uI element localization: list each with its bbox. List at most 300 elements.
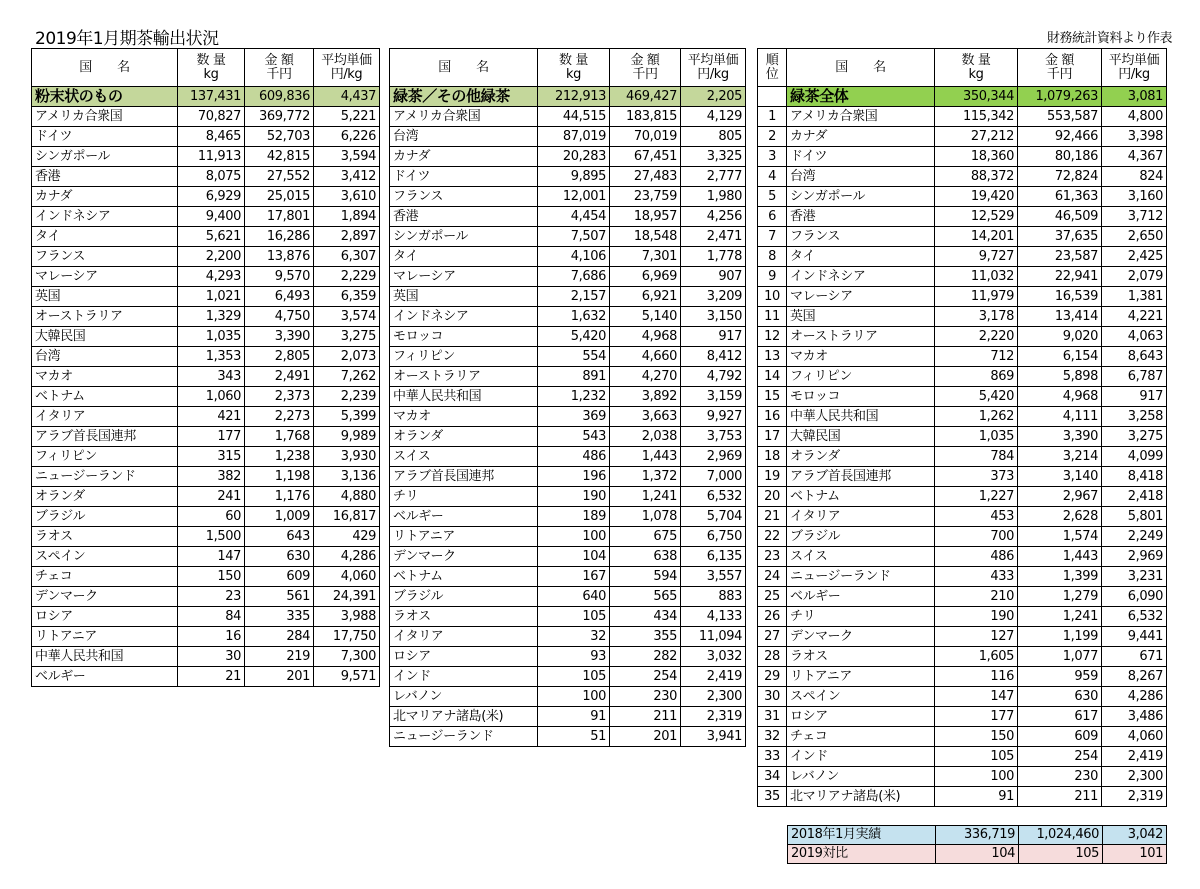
unit-price-cell: 805 — [681, 127, 746, 147]
amount-cell: 42,815 — [245, 147, 314, 167]
qty-cell: 7,686 — [538, 267, 610, 287]
unit-price-cell: 1,381 — [1102, 287, 1167, 307]
unit-price-cell: 671 — [1102, 647, 1167, 667]
amount-cell: 1,077 — [1018, 647, 1102, 667]
country-cell: カナダ — [32, 187, 178, 207]
table-row — [758, 187, 1167, 207]
amount-cell: 201 — [610, 727, 681, 747]
country-cell: 台湾 — [390, 127, 538, 147]
amount-cell: 183,815 — [610, 107, 681, 127]
unit-price-cell: 4,286 — [1102, 687, 1167, 707]
country-cell: ロシア — [32, 607, 178, 627]
table-row — [32, 507, 380, 527]
table-row — [390, 447, 746, 467]
unit-price-cell: 3,209 — [681, 287, 746, 307]
qty-cell: 869 — [935, 367, 1018, 387]
qty-cell: 91 — [538, 707, 610, 727]
amount-header: 金 額 千円 — [610, 49, 681, 87]
qty-cell: 93 — [538, 647, 610, 667]
country-cell: ドイツ — [390, 167, 538, 187]
country-cell: ラオス — [787, 647, 935, 667]
qty-cell: 12,001 — [538, 187, 610, 207]
qty-cell: 19,420 — [935, 187, 1018, 207]
rank-header: 順 位 — [758, 49, 787, 87]
qty-cell: 9,895 — [538, 167, 610, 187]
rank-cell: 12 — [758, 327, 787, 347]
table-row — [32, 627, 380, 647]
qty-cell: 20,283 — [538, 147, 610, 167]
amount-cell: 282 — [610, 647, 681, 667]
country-cell: 北マリアナ諸島(米) — [787, 787, 935, 807]
amount-cell: 72,824 — [1018, 167, 1102, 187]
qty-cell: 543 — [538, 427, 610, 447]
rank-cell: 20 — [758, 487, 787, 507]
qty-cell: 700 — [935, 527, 1018, 547]
unit-price-cell: 6,787 — [1102, 367, 1167, 387]
qty-cell: 640 — [538, 587, 610, 607]
country-cell: アラブ首長国連邦 — [390, 467, 538, 487]
unit-price-cell: 17,750 — [314, 627, 380, 647]
amount-cell: 254 — [1018, 747, 1102, 767]
country-cell: チリ — [787, 607, 935, 627]
qty-header: 数 量 kg — [538, 49, 610, 87]
country-cell: ブラジル — [787, 527, 935, 547]
country-cell: マカオ — [32, 367, 178, 387]
table-row — [32, 187, 380, 207]
unit-price-cell: 2,419 — [1102, 747, 1167, 767]
table-row — [390, 167, 746, 187]
unit-price-cell: 5,801 — [1102, 507, 1167, 527]
amount-cell: 219 — [245, 647, 314, 667]
table-row — [758, 707, 1167, 727]
rank-cell: 9 — [758, 267, 787, 287]
qty-cell: 91 — [935, 787, 1018, 807]
qty-cell: 1,329 — [178, 307, 245, 327]
qty-cell: 147 — [935, 687, 1018, 707]
qty-cell: 241 — [178, 487, 245, 507]
amount-cell: 594 — [610, 567, 681, 587]
country-cell: スペイン — [787, 687, 935, 707]
amount-cell: 638 — [610, 547, 681, 567]
country-cell: スイス — [787, 547, 935, 567]
table-row — [390, 707, 746, 727]
amount-cell: 2,273 — [245, 407, 314, 427]
amount-cell: 1,443 — [1018, 547, 1102, 567]
qty-cell: 6,929 — [178, 187, 245, 207]
table-row — [390, 187, 746, 207]
qty-cell: 116 — [935, 667, 1018, 687]
amount-cell: 80,186 — [1018, 147, 1102, 167]
country-cell: チェコ — [32, 567, 178, 587]
table-row — [758, 247, 1167, 267]
rank-cell: 14 — [758, 367, 787, 387]
qty-cell: 16 — [178, 627, 245, 647]
country-cell: 香港 — [32, 167, 178, 187]
unit-price-cell: 2,300 — [681, 687, 746, 707]
country-cell: リトアニア — [32, 627, 178, 647]
table-row — [390, 327, 746, 347]
qty-cell: 453 — [935, 507, 1018, 527]
unit-price-cell: 2,650 — [1102, 227, 1167, 247]
ratio-qty: 104 — [936, 845, 1019, 864]
qty-cell: 23 — [178, 587, 245, 607]
country-cell: 北マリアナ諸島(米) — [390, 707, 538, 727]
amount-cell: 4,660 — [610, 347, 681, 367]
unit-price-header: 平均単価 円/kg — [314, 49, 380, 87]
country-cell: オランダ — [787, 447, 935, 467]
country-cell: オランダ — [390, 427, 538, 447]
country-cell: カナダ — [787, 127, 935, 147]
table-row — [390, 247, 746, 267]
qty-cell: 1,262 — [935, 407, 1018, 427]
amount-cell: 6,969 — [610, 267, 681, 287]
rank-cell: 28 — [758, 647, 787, 667]
unit-price-cell: 4,060 — [1102, 727, 1167, 747]
qty-cell: 1,353 — [178, 347, 245, 367]
country-cell: ラオス — [390, 607, 538, 627]
all-label: 緑茶全体 — [787, 87, 935, 107]
amount-cell: 7,301 — [610, 247, 681, 267]
amount-cell: 1,009 — [245, 507, 314, 527]
amount-cell: 4,968 — [1018, 387, 1102, 407]
powder-label: 粉末状のもの — [32, 87, 178, 107]
unit-price-cell: 824 — [1102, 167, 1167, 187]
unit-price-cell: 6,226 — [314, 127, 380, 147]
table-row — [758, 647, 1167, 667]
amount-cell: 27,483 — [610, 167, 681, 187]
prev-year-qty: 336,719 — [936, 826, 1019, 845]
qty-cell: 5,621 — [178, 227, 245, 247]
amount-cell: 6,921 — [610, 287, 681, 307]
country-cell: フランス — [390, 187, 538, 207]
country-cell: タイ — [787, 247, 935, 267]
country-header: 国 名 — [787, 49, 935, 87]
amount-cell: 1,241 — [610, 487, 681, 507]
table-row — [390, 127, 746, 147]
qty-cell: 9,727 — [935, 247, 1018, 267]
unit-price-cell: 1,894 — [314, 207, 380, 227]
qty-cell: 104 — [538, 547, 610, 567]
qty-cell: 87,019 — [538, 127, 610, 147]
unit-price-cell: 4,060 — [314, 567, 380, 587]
amount-cell: 254 — [610, 667, 681, 687]
country-cell: チェコ — [787, 727, 935, 747]
green-total-qty: 212,913 — [538, 87, 610, 107]
table-row — [390, 507, 746, 527]
rank-cell: 2 — [758, 127, 787, 147]
amount-cell: 355 — [610, 627, 681, 647]
table-row — [758, 327, 1167, 347]
amount-cell: 16,286 — [245, 227, 314, 247]
rank-cell: 33 — [758, 747, 787, 767]
table-row — [758, 167, 1167, 187]
unit-price-header: 平均単価 円/kg — [681, 49, 746, 87]
unit-price-cell: 3,258 — [1102, 407, 1167, 427]
table-row — [32, 347, 380, 367]
amount-cell: 609 — [1018, 727, 1102, 747]
table-row — [758, 227, 1167, 247]
rank-cell: 35 — [758, 787, 787, 807]
rank-cell: 13 — [758, 347, 787, 367]
qty-cell: 712 — [935, 347, 1018, 367]
qty-cell: 1,500 — [178, 527, 245, 547]
country-cell: ベトナム — [32, 387, 178, 407]
amount-cell: 553,587 — [1018, 107, 1102, 127]
table-row — [758, 787, 1167, 807]
unit-price-cell: 11,094 — [681, 627, 746, 647]
amount-cell: 1,399 — [1018, 567, 1102, 587]
qty-cell: 5,420 — [538, 327, 610, 347]
table-row — [758, 367, 1167, 387]
qty-cell: 127 — [935, 627, 1018, 647]
amount-cell: 2,805 — [245, 347, 314, 367]
table-row — [758, 287, 1167, 307]
qty-cell: 11,979 — [935, 287, 1018, 307]
table-row — [32, 487, 380, 507]
amount-cell: 67,451 — [610, 147, 681, 167]
unit-price-cell: 4,880 — [314, 487, 380, 507]
rank-cell: 32 — [758, 727, 787, 747]
country-cell: ブラジル — [390, 587, 538, 607]
country-cell: チリ — [390, 487, 538, 507]
unit-price-cell: 3,136 — [314, 467, 380, 487]
unit-price-cell: 2,897 — [314, 227, 380, 247]
qty-cell: 382 — [178, 467, 245, 487]
amount-cell: 2,967 — [1018, 487, 1102, 507]
country-cell: シンガポール — [390, 227, 538, 247]
country-cell: イタリア — [32, 407, 178, 427]
all-total-qty: 350,344 — [935, 87, 1018, 107]
country-cell: ドイツ — [32, 127, 178, 147]
amount-cell: 4,270 — [610, 367, 681, 387]
qty-cell: 9,400 — [178, 207, 245, 227]
rank-cell: 10 — [758, 287, 787, 307]
amount-cell: 18,548 — [610, 227, 681, 247]
table-row — [758, 567, 1167, 587]
table-row — [390, 547, 746, 567]
amount-cell: 70,019 — [610, 127, 681, 147]
unit-price-cell: 2,319 — [1102, 787, 1167, 807]
country-header: 国 名 — [32, 49, 178, 87]
amount-cell: 92,466 — [1018, 127, 1102, 147]
table-row — [758, 107, 1167, 127]
unit-price-cell: 7,300 — [314, 647, 380, 667]
table-row — [390, 587, 746, 607]
country-cell: デンマーク — [390, 547, 538, 567]
amount-header: 金 額 千円 — [1018, 49, 1102, 87]
table-row — [758, 347, 1167, 367]
country-cell: タイ — [390, 247, 538, 267]
unit-price-cell: 5,221 — [314, 107, 380, 127]
country-cell: インド — [787, 747, 935, 767]
table-row — [758, 747, 1167, 767]
country-cell: ニュージーランド — [787, 567, 935, 587]
unit-price-cell: 4,129 — [681, 107, 746, 127]
qty-cell: 44,515 — [538, 107, 610, 127]
amount-cell: 1,078 — [610, 507, 681, 527]
unit-price-cell: 917 — [681, 327, 746, 347]
qty-cell: 210 — [935, 587, 1018, 607]
table-row — [390, 607, 746, 627]
amount-cell: 27,552 — [245, 167, 314, 187]
green-total-amount: 469,427 — [610, 87, 681, 107]
country-cell: オーストラリア — [390, 367, 538, 387]
unit-price-cell: 907 — [681, 267, 746, 287]
table-row — [32, 407, 380, 427]
unit-price-cell: 3,712 — [1102, 207, 1167, 227]
country-cell: フィリピン — [787, 367, 935, 387]
amount-cell: 959 — [1018, 667, 1102, 687]
amount-cell: 4,968 — [610, 327, 681, 347]
qty-cell: 4,106 — [538, 247, 610, 267]
country-cell: ドイツ — [787, 147, 935, 167]
country-cell: スイス — [390, 447, 538, 467]
unit-price-cell: 3,231 — [1102, 567, 1167, 587]
table-row — [758, 147, 1167, 167]
country-cell: 香港 — [390, 207, 538, 227]
green-tea-rows — [390, 87, 746, 747]
qty-cell: 150 — [935, 727, 1018, 747]
table-row — [390, 347, 746, 367]
qty-cell: 4,293 — [178, 267, 245, 287]
table-row — [758, 387, 1167, 407]
unit-price-cell: 9,571 — [314, 667, 380, 687]
amount-cell: 5,898 — [1018, 367, 1102, 387]
qty-cell: 486 — [935, 547, 1018, 567]
table-row — [32, 367, 380, 387]
qty-cell: 167 — [538, 567, 610, 587]
all-green-tea-rows — [758, 87, 1167, 807]
table-row — [390, 627, 746, 647]
unit-price-cell: 8,267 — [1102, 667, 1167, 687]
qty-cell: 2,220 — [935, 327, 1018, 347]
qty-cell: 51 — [538, 727, 610, 747]
unit-price-cell: 2,969 — [681, 447, 746, 467]
unit-price-cell: 3,594 — [314, 147, 380, 167]
qty-cell: 2,200 — [178, 247, 245, 267]
all-total-unit: 3,081 — [1102, 87, 1167, 107]
amount-cell: 25,015 — [245, 187, 314, 207]
amount-cell: 201 — [245, 667, 314, 687]
amount-cell: 675 — [610, 527, 681, 547]
amount-cell: 61,363 — [1018, 187, 1102, 207]
qty-cell: 84 — [178, 607, 245, 627]
rank-cell: 15 — [758, 387, 787, 407]
unit-price-cell: 4,286 — [314, 547, 380, 567]
amount-cell: 2,491 — [245, 367, 314, 387]
unit-price-cell: 8,643 — [1102, 347, 1167, 367]
unit-price-cell: 4,256 — [681, 207, 746, 227]
unit-price-cell: 7,000 — [681, 467, 746, 487]
page-title: 2019年1月期茶輸出状況 — [35, 29, 219, 49]
table-row — [758, 427, 1167, 447]
amount-cell: 13,876 — [245, 247, 314, 267]
table-row — [32, 227, 380, 247]
qty-cell: 784 — [935, 447, 1018, 467]
ratio-label: 2019対比 — [788, 845, 936, 864]
amount-cell: 3,892 — [610, 387, 681, 407]
country-cell: イタリア — [390, 627, 538, 647]
all-total-row — [758, 87, 1167, 107]
qty-cell: 1,227 — [935, 487, 1018, 507]
table-row — [758, 667, 1167, 687]
qty-cell: 2,157 — [538, 287, 610, 307]
amount-cell: 4,111 — [1018, 407, 1102, 427]
unit-price-cell: 4,063 — [1102, 327, 1167, 347]
rank-cell: 7 — [758, 227, 787, 247]
qty-cell: 190 — [935, 607, 1018, 627]
rank-cell: 6 — [758, 207, 787, 227]
qty-cell: 60 — [178, 507, 245, 527]
qty-cell: 421 — [178, 407, 245, 427]
table-row — [32, 447, 380, 467]
amount-cell: 4,750 — [245, 307, 314, 327]
table-row — [390, 727, 746, 747]
prev-year-row — [788, 826, 1167, 845]
amount-cell: 37,635 — [1018, 227, 1102, 247]
qty-cell: 1,605 — [935, 647, 1018, 667]
table-row — [758, 547, 1167, 567]
table-row — [390, 147, 746, 167]
prev-year-unit: 3,042 — [1103, 826, 1167, 845]
table-row — [758, 627, 1167, 647]
amount-cell: 561 — [245, 587, 314, 607]
amount-cell: 46,509 — [1018, 207, 1102, 227]
qty-cell: 11,032 — [935, 267, 1018, 287]
amount-cell: 1,199 — [1018, 627, 1102, 647]
country-cell: リトアニア — [390, 527, 538, 547]
qty-cell: 105 — [538, 607, 610, 627]
country-cell: ベルギー — [787, 587, 935, 607]
qty-cell: 115,342 — [935, 107, 1018, 127]
amount-cell: 1,443 — [610, 447, 681, 467]
unit-price-cell: 5,704 — [681, 507, 746, 527]
all-total-amount: 1,079,263 — [1018, 87, 1102, 107]
country-cell: タイ — [32, 227, 178, 247]
amount-cell: 3,140 — [1018, 467, 1102, 487]
unit-price-cell: 429 — [314, 527, 380, 547]
amount-cell: 6,493 — [245, 287, 314, 307]
country-cell: アメリカ合衆国 — [32, 107, 178, 127]
table-row — [390, 287, 746, 307]
amount-cell: 609 — [245, 567, 314, 587]
table-row — [32, 647, 380, 667]
qty-cell: 30 — [178, 647, 245, 667]
table-row — [390, 527, 746, 547]
source-note: 財務統計資料より作表 — [1046, 31, 1172, 46]
amount-cell: 23,759 — [610, 187, 681, 207]
amount-cell: 1,372 — [610, 467, 681, 487]
table-row — [390, 427, 746, 447]
unit-price-cell: 6,135 — [681, 547, 746, 567]
unit-price-cell: 883 — [681, 587, 746, 607]
amount-cell: 3,214 — [1018, 447, 1102, 467]
amount-cell: 3,390 — [245, 327, 314, 347]
unit-price-cell: 3,753 — [681, 427, 746, 447]
country-cell: マレーシア — [32, 267, 178, 287]
country-cell: イタリア — [787, 507, 935, 527]
unit-price-header: 平均単価 円/kg — [1102, 49, 1167, 87]
unit-price-cell: 3,159 — [681, 387, 746, 407]
qty-cell: 12,529 — [935, 207, 1018, 227]
qty-cell: 105 — [935, 747, 1018, 767]
qty-cell: 1,035 — [935, 427, 1018, 447]
green-tea-table — [389, 48, 746, 747]
amount-cell: 9,570 — [245, 267, 314, 287]
unit-price-cell: 3,160 — [1102, 187, 1167, 207]
table-row — [32, 267, 380, 287]
unit-price-cell: 3,941 — [681, 727, 746, 747]
